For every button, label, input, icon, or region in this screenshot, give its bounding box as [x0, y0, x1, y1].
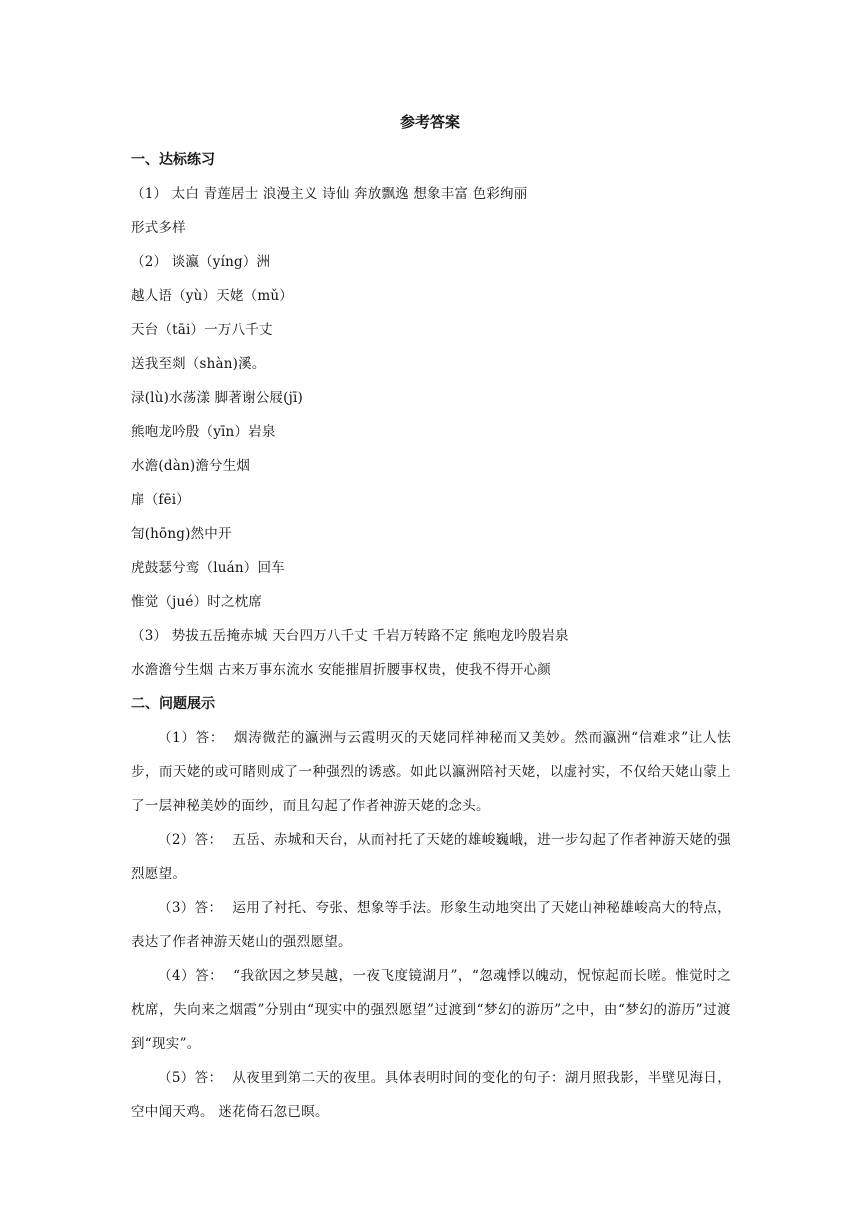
answer-paragraph-2 [131, 823, 731, 891]
text-line: 水澹(dàn)澹兮生烟 [131, 458, 251, 474]
text-line: 天台（tāi）一万八千丈 [131, 322, 273, 338]
answer-text: 从夜里到第二天的夜里。具体表明时间的变化的句子：湖月照我影，半壁见海日，空中闻天鸡。 迷花倚石忽已暝。 [131, 1070, 731, 1120]
answer-text: 烟涛微茫的瀛洲与云霞明灭的天姥同样神秘而又美妙。然而瀛洲“信难求”让人怯步，而天姥的或可睹则成了一种强烈的诱惑。如此以瀛洲陪衬天姥，以虚衬实，不仅给天姥山蒙上了一层神秘美妙的面纱，而且勾起了作者神游天姥的念头。 [131, 730, 732, 814]
text-line: （1） 太白 青莲居士 浪漫主义 诗仙 奔放飘逸 想象丰富 色彩绚丽 [131, 186, 528, 202]
text-line: 水澹澹兮生烟 古来万事东流水 安能摧眉折腰事权贵，使我不得开心颜 [131, 662, 551, 678]
answer-label: （2）答： [158, 832, 223, 848]
answer-label: （1）答： [158, 730, 225, 746]
answer-paragraph-5 [131, 1061, 731, 1129]
answer-paragraph-4 [131, 959, 731, 1061]
document-body [131, 143, 731, 1129]
text-line: 虎鼓瑟兮鸾（luán）回车 [131, 560, 285, 576]
text-line: 形式多样 [131, 220, 186, 236]
answer-paragraph-3 [131, 891, 731, 959]
text-line: 惟觉（jué）时之枕席 [131, 594, 263, 610]
text-line: 越人语（yù）天姥（mǔ） [131, 288, 293, 304]
answer-label: （5）答： [158, 1070, 223, 1086]
text-line: 訇(hōng)然中开 [131, 526, 232, 542]
answer-paragraph-1 [131, 721, 731, 823]
text-line: 送我至剡（shàn)溪。 [131, 356, 266, 372]
text-line: 渌(lù)水荡漾 脚著谢公屐(jī) [131, 390, 303, 406]
text-line: 熊咆龙吟殷（yīn）岩泉 [131, 424, 276, 440]
text-line: （3） 势拔五岳掩赤城 天台四万八千丈 千岩万转路不定 熊咆龙吟殷岩泉 [131, 628, 569, 644]
page-title: 参考答案 [399, 113, 460, 131]
text-line: 扉（fēi） [131, 492, 191, 508]
section-heading-2: 二、问题展示 [131, 696, 215, 712]
section-heading-1: 一、达标练习 [131, 152, 215, 168]
text-line: （2） 谈瀛（yíng）洲 [131, 254, 271, 270]
answer-label: （3）答： [158, 900, 223, 916]
answer-text: 运用了衬托、夸张、想象等手法。形象生动地突出了天姥山神秘雄峻高大的特点，表达了作者神游天姥山的强烈愿望。 [131, 900, 731, 950]
answer-label: （4）答： [158, 968, 224, 984]
answer-text: “我欲因之梦吴越，一夜飞度镜湖月”，“忽魂悸以魄动，怳惊起而长嗟。惟觉时之枕席，失向来之烟霞”分别由“现实中的强烈愿望”过渡到“梦幻的游历”之中，由“梦幻的游历”过渡到“现实”。 [131, 968, 731, 1052]
answer-text: 五岳、赤城和天台，从而衬托了天姥的雄峻巍峨，进一步勾起了作者神游天姥的强烈愿望。 [131, 832, 731, 882]
